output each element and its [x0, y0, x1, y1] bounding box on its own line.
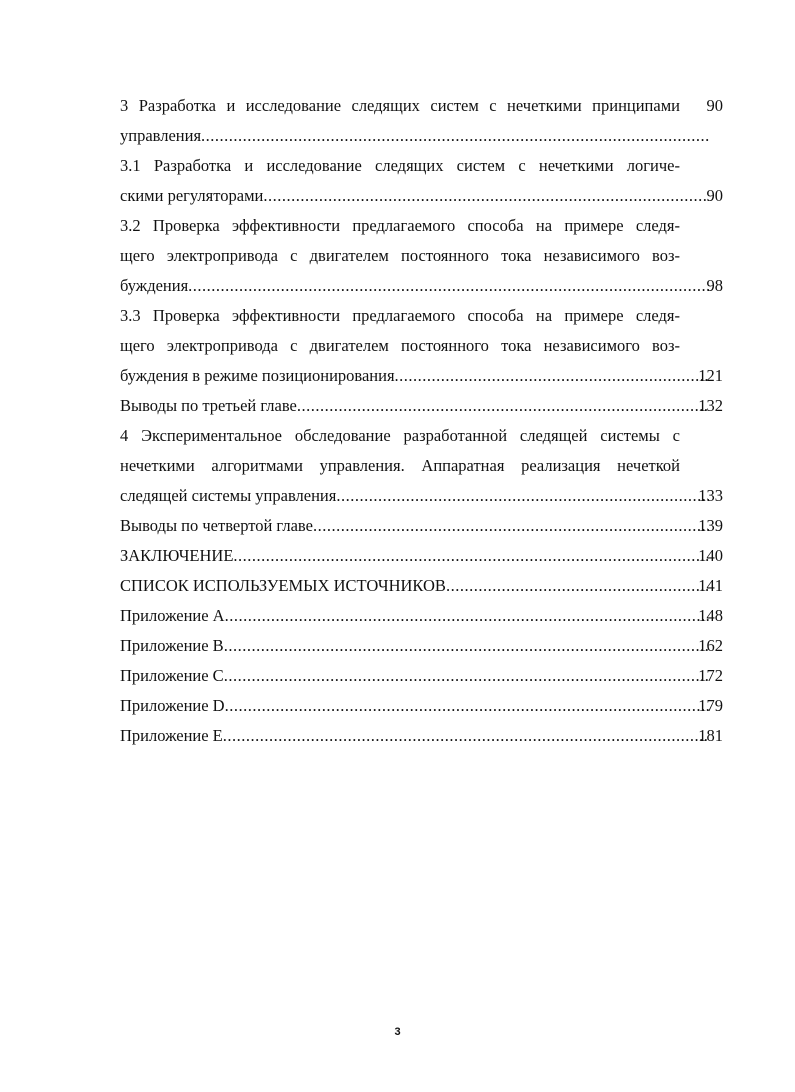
toc-entry-title: СПИСОК ИСПОЛЬЗУЕМЫХ ИСТОЧНИКОВ	[120, 576, 446, 595]
toc-page-number: 148	[698, 606, 723, 625]
toc-entry	[120, 691, 723, 721]
dot-leader	[188, 271, 709, 301]
toc-page-number: 90	[706, 186, 723, 205]
table-of-contents	[120, 91, 723, 751]
toc-entry-last-line	[120, 271, 723, 301]
toc-entry-title: ЗАКЛЮЧЕНИЕ	[120, 546, 234, 565]
toc-entry-line: 3 Разработка и исследование следящих систем с нечеткими принципами	[120, 96, 680, 115]
toc-entry-last-line	[120, 661, 723, 691]
toc-entry-last-line	[120, 571, 723, 601]
toc-entry	[120, 541, 723, 571]
toc-page-number: 162	[698, 636, 723, 655]
toc-entry	[120, 391, 723, 421]
toc-entry-title: Выводы по третьей главе	[120, 396, 297, 415]
toc-entry-last-line	[120, 721, 723, 751]
toc-page-number: 132	[698, 396, 723, 415]
toc-entry	[120, 211, 723, 301]
toc-page-number: 98	[706, 276, 723, 295]
dot-leader	[446, 571, 709, 601]
toc-entry	[120, 511, 723, 541]
toc-entry-last-line	[120, 601, 723, 631]
dot-leader	[224, 631, 709, 661]
toc-entry	[120, 571, 723, 601]
toc-entry-last-line	[120, 181, 723, 211]
toc-entry-title: Приложение D	[120, 696, 225, 715]
toc-entry-line: 3.2 Проверка эффективности предлагаемого способа на примере следя-	[120, 216, 680, 235]
toc-entry-title: Приложение B	[120, 636, 224, 655]
toc-entry	[120, 661, 723, 691]
toc-page-number: 121	[698, 366, 723, 385]
toc-entry-title: Приложение C	[120, 666, 224, 685]
toc-entry-title: Приложение A	[120, 606, 225, 625]
toc-entry	[120, 601, 723, 631]
dot-leader	[224, 661, 709, 691]
toc-entry-line: 4 Экспериментальное обследование разработанной следящей системы с	[120, 426, 680, 445]
toc-page-number: 139	[698, 516, 723, 535]
page-number: 3	[394, 1026, 401, 1038]
toc-entry-title: Приложение E	[120, 726, 223, 745]
toc-entry-title: буждения	[120, 276, 189, 295]
toc-entry-title: скими регуляторами	[120, 186, 264, 205]
toc-entry-line: щего электропривода с двигателем постоянного тока независимого воз-	[120, 246, 680, 265]
toc-page-number: 140	[698, 546, 723, 565]
dot-leader	[395, 361, 709, 391]
toc-entry-title: буждения в режиме позиционирования	[120, 366, 395, 385]
toc-entry	[120, 91, 723, 151]
dot-leader	[313, 511, 709, 541]
dot-leader	[201, 121, 709, 151]
toc-entry-line: 3.1 Разработка и исследование следящих систем с нечеткими логиче-	[120, 156, 680, 175]
toc-page-number: 90	[706, 96, 723, 115]
dot-leader	[223, 721, 709, 751]
toc-entry	[120, 631, 723, 661]
toc-page-number: 141	[698, 576, 723, 595]
toc-entry-line: нечеткими алгоритмами управления. Аппаратная реализация нечеткой	[120, 456, 680, 475]
toc-entry-line: щего электропривода с двигателем постоянного тока независимого воз-	[120, 336, 680, 355]
toc-entry-title: следящей системы управления	[120, 486, 337, 505]
toc-entry-last-line	[120, 121, 723, 151]
toc-entry	[120, 421, 723, 511]
toc-entry-title: Выводы по четвертой главе	[120, 516, 313, 535]
toc-entry-line: 3.3 Проверка эффективности предлагаемого способа на примере следя-	[120, 306, 680, 325]
toc-entry-last-line	[120, 631, 723, 661]
toc-entry-last-line	[120, 481, 723, 511]
toc-entry-last-line	[120, 541, 723, 571]
toc-entry-last-line	[120, 511, 723, 541]
dot-leader	[225, 691, 709, 721]
dot-leader	[233, 541, 709, 571]
toc-entry	[120, 301, 723, 391]
toc-entry-last-line	[120, 691, 723, 721]
toc-entry	[120, 721, 723, 751]
toc-page-number: 179	[698, 696, 723, 715]
dot-leader	[225, 601, 709, 631]
toc-entry-last-line	[120, 391, 723, 421]
dot-leader	[297, 391, 709, 421]
toc-page-number: 181	[698, 726, 723, 745]
toc-entry	[120, 151, 723, 211]
toc-page-number: 172	[698, 666, 723, 685]
dot-leader	[263, 181, 709, 211]
dot-leader	[336, 481, 709, 511]
toc-entry-title: управления	[120, 126, 202, 145]
toc-page-number: 133	[698, 486, 723, 505]
toc-entry-last-line	[120, 361, 723, 391]
